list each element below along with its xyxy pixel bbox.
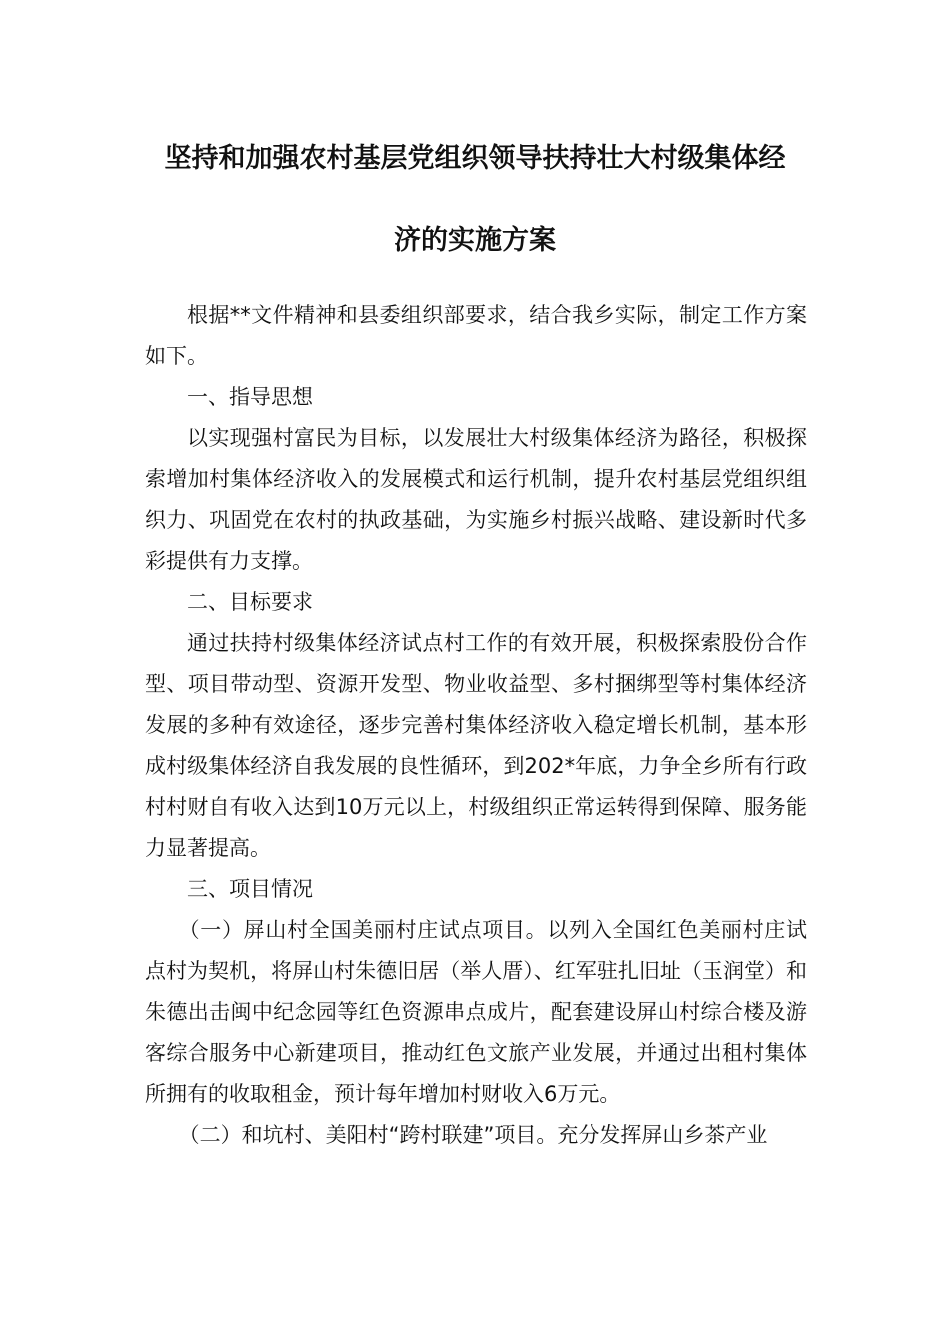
paragraph-project-2: （二）和坑村、美阳村“跨村联建”项目。充分发挥屏山乡茶产业 <box>178 1123 768 1147</box>
section-heading-projects: 三、项目情况 <box>187 877 313 901</box>
intro-paragraph: 根据**文件精神和县委组织部要求，结合我乡实际，制定工作方案如下。 <box>145 303 807 368</box>
document-body <box>145 295 807 1156</box>
section-heading-goals: 二、目标要求 <box>187 590 313 614</box>
document-title-line-1: 坚持和加强农村基层党组织领导扶持壮大村级集体经 <box>164 143 786 174</box>
paragraph-guiding-ideology: 以实现强村富民为目标，以发展壮大村级集体经济为路径，积极探索增加村集体经济收入的发展模式和运行机制，提升农村基层党组织组织力、巩固党在农村的执政基础，为实施乡村振兴战略、建设新时代多彩提供有力支撑。 <box>145 426 807 573</box>
paragraph-goals: 通过扶持村级集体经济试点村工作的有效开展，积极探索股份合作型、项目带动型、资源开发型、物业收益型、多村捆绑型等村集体经济发展的多种有效途径，逐步完善村集体经济收入稳定增长机制，基本形成村级集体经济自我发展的良性循环，到202*年底，力争全乡所有行政村村财自有收入达到10万元以上，村级组织正常运转得到保障、服务能力显著提高。 <box>145 631 807 860</box>
paragraph-project-1: （一）屏山村全国美丽村庄试点项目。以列入全国红色美丽村庄试点村为契机，将屏山村朱德旧居（举人厝）、红军驻扎旧址（玉润堂）和朱德出击闽中纪念园等红色资源串点成片，配套建设屏山村综合楼及游客综合服务中心新建项目，推动红色文旅产业发展，并通过出租村集体所拥有的收取租金，预计每年增加村财收入6万元。 <box>145 918 807 1106</box>
section-heading-guiding-ideology: 一、指导思想 <box>187 385 313 409</box>
document-title-line-2: 济的实施方案 <box>394 225 556 256</box>
